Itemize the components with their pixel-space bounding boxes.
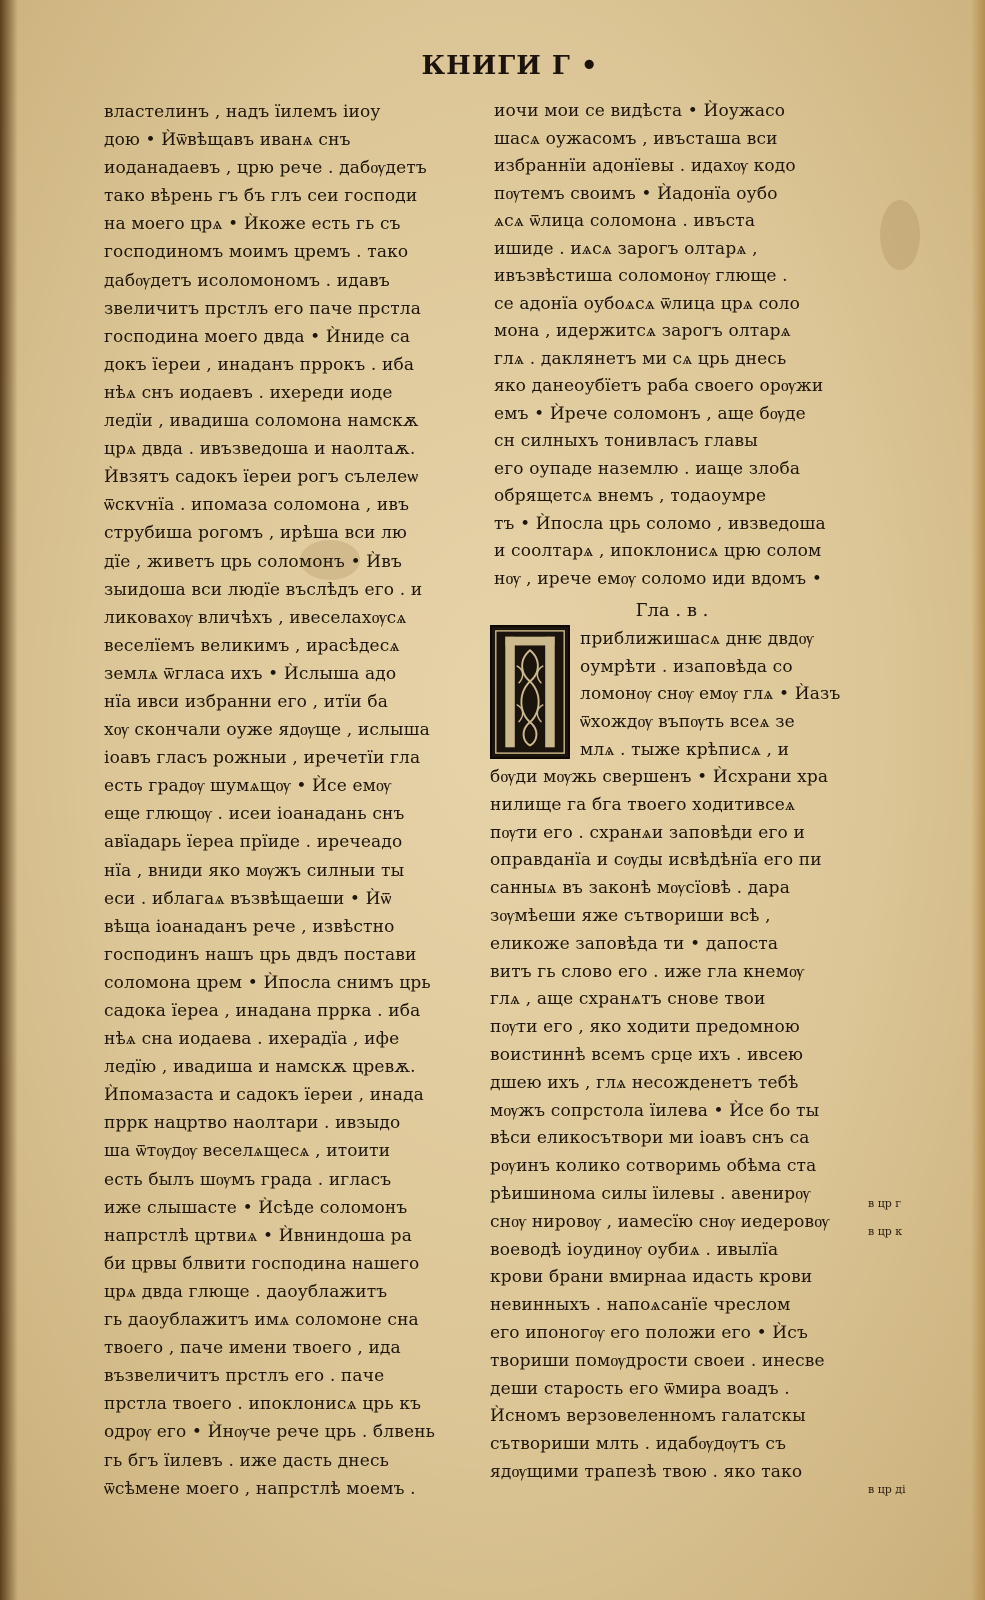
text-line: снѹ нировѹ , иамесїю снѹ иедеровѹ [490, 1211, 830, 1232]
text-line: дшею ихъ , глѧ несожденетъ тебѣ [490, 1072, 799, 1093]
text-line: еликоже заповѣда ти • дапоста [490, 933, 779, 954]
text-line: невинныхъ . напоѧсанїе чреслом [490, 1295, 791, 1316]
text-line: пѹтемъ своимъ • Ѝадонїа оубо [494, 183, 778, 204]
text-line: дою • Ѝѿвѣщавъ иванѧ снъ [104, 130, 351, 151]
ornament-initial-icon [492, 627, 568, 757]
text-line: садока їереа , инадана пррка . иба [104, 1001, 421, 1021]
margin-note: в цр к [868, 1225, 903, 1238]
text-line: напрстлѣ цртвиѧ • Ѝвниндоша ра [104, 1225, 412, 1246]
text-line: еще глющѹ . исеи іоанадань снъ [104, 804, 405, 825]
text-line: звеличитъ прстлъ его паче прстла [104, 298, 422, 319]
text-line: пррк нацртво наолтари . ивзыдо [104, 1113, 401, 1134]
text-line: крови брани вмирнаа идасть крови [490, 1267, 813, 1288]
text-line: господиномъ моимъ цремъ . тако [104, 242, 409, 263]
text-line: зѹмѣеши яже сътвориши всѣ , [490, 905, 771, 926]
text-line: црѧ двда . ивъзведоша и наолтаѫ. [104, 439, 416, 460]
text-line: воеводѣ іоудинѹ оубиѧ . ивылїа [490, 1239, 779, 1260]
text-line: ѿскѵнїа . ипомаза соломона , ивъ [104, 495, 410, 516]
text-line: соломона црем • Ѝпосла снимъ црь [104, 972, 431, 993]
text-line: струбиша рогомъ , ирѣша вси лю [104, 523, 407, 544]
text-line: нїа ивси избранни его , итїи ба [104, 691, 389, 712]
text-line: на моего црѧ • Ѝкоже есть гь съ [104, 214, 401, 235]
text-line: рѹинъ колико сотворимь обѣма ста [490, 1156, 817, 1177]
text-line: воистиннѣ всемъ срце ихъ . ивсею [490, 1044, 804, 1065]
text-line: его ипоногѹ его положи его • Ѝсъ [490, 1322, 808, 1343]
text-line: твоего , паче имени твоего , ида [104, 1338, 401, 1359]
text-line: зыидоша вси людїе въслѣдъ его . и [104, 579, 423, 600]
text-line: млѧ . тыже крѣписѧ , и [580, 739, 790, 760]
text-line: избраннїи адонїевы . идахѹ кодо [494, 156, 796, 176]
left-column [104, 98, 470, 1503]
margin-note: в цр г [868, 1197, 902, 1210]
page-edge [971, 0, 985, 1600]
text-line: тако вѣрень гъ бъ глъ сеи господи [104, 186, 418, 207]
page-gutter-shadow [0, 0, 18, 1600]
text-line: Ѝпомазаста и садокъ їереи , инада [104, 1085, 424, 1106]
running-head: КНИГИ Г • [421, 51, 599, 81]
text-line: ѿсѣмене моего , напрстлѣ моемъ . [104, 1478, 416, 1499]
text-line: глѧ . даклянетъ ми сѧ црь днесь [494, 348, 787, 369]
text-line: гь бгъ їилевъ . иже дасть днесь [104, 1450, 390, 1471]
text-line: ледїи , ивадиша соломона намскѫ [104, 411, 419, 432]
text-line: Ѝвзятъ садокъ їереи рогъ сълелеѡ [104, 467, 419, 488]
right-column-top [494, 98, 860, 593]
text-line: емъ • Ѝрече соломонъ , аще бѹде [494, 403, 806, 424]
text-line: авїадарь їереа прїиде . иречеадо [104, 832, 403, 853]
text-line: іоавъ гласъ рожныи , иречетїи гла [104, 748, 421, 769]
text-line: рѣишинома силы їилевы . авенирѹ [490, 1183, 811, 1204]
text-line: ледїю , ивадиша и намскѫ цревѫ. [104, 1057, 416, 1078]
text-line: ивъзвѣстиша соломонѹ глюще . [494, 266, 788, 286]
text-line: иже слышасте • Ѝсѣде соломонъ [104, 1197, 408, 1218]
text-line: бѹди мѹжь свершенъ • Ѝсхрани хра [490, 767, 829, 787]
text-line: вѣси еликосътвори ми іоавъ снъ са [490, 1128, 810, 1149]
text-line: нѹ , ирече емѹ соломо иди вдомъ • [494, 568, 822, 589]
text-line: есть градѹ шумѧщѹ • Ѝсе емѹ [104, 776, 392, 797]
text-line: се адонїа оубоѧсѧ ѿлица црѧ соло [494, 293, 801, 314]
text-line: вѣща іоанаданъ рече , извѣстно [104, 916, 395, 937]
text-line: приближишасѧ днѥ двдѹ [580, 629, 814, 649]
text-line: санныѧ въ законѣ мѹсїовѣ . дара [490, 878, 790, 899]
text-line: Ѝсномъ верзовеленномъ галатскы [490, 1406, 806, 1427]
text-line: ломонѹ снѹ емѹ глѧ • Ѝазъ [580, 684, 841, 705]
text-line: докъ їереи , инаданъ пррокъ . иба [104, 354, 415, 375]
text-line: глѧ , аще схранѧтъ снове твои [490, 989, 766, 1010]
text-line: ишиде . иѧсѧ зарогъ олтарѧ , [494, 238, 758, 259]
text-line: оумрѣти . изаповѣда со [580, 656, 793, 677]
text-line: веселїемъ великимъ , ирасѣдесѧ [104, 635, 400, 656]
text-line: господинъ нашъ црь двдъ постави [104, 944, 417, 965]
text-line: иоданадаевъ , црю рече . дабѹдетъ [104, 158, 427, 179]
text-line: дїе , живетъ црь соломонъ • Ѝвъ [104, 551, 402, 572]
text-line: его оупаде наземлю . иаще злоба [494, 458, 801, 479]
text-line: тъ • Ѝпосла црь соломо , ивзведоша [494, 513, 826, 534]
text-line: и соолтарѧ , ипоклонисѧ црю солом [494, 541, 822, 561]
text-line: ядѹщими трапезѣ твою . яко тако [490, 1461, 803, 1482]
paper-stain [880, 200, 920, 270]
text-line: хѹ скончали оуже ядѹще , ислыша [104, 720, 430, 741]
text-line: витъ гь слово его . иже гла кнемѹ [490, 961, 805, 982]
text-line: нѣѧ сна иодаева . ихерадїа , ифе [104, 1029, 400, 1050]
text-line: обрящетсѧ внемъ , тодаоумре [494, 486, 767, 506]
text-line: възвеличитъ прстлъ его . паче [104, 1366, 385, 1387]
text-line: властелинъ , надъ їилемъ іиоу [104, 102, 381, 122]
decorated-initial [490, 625, 570, 759]
text-line: ѿхождѹ въпѹть всеѧ зе [580, 712, 795, 733]
text-line: ша ѿтѹдѹ веселѧщесѧ , итоити [104, 1141, 391, 1162]
text-line: яко данеоубїетъ раба своего орѹжи [494, 376, 824, 396]
text-line: мона , идержитсѧ зарогъ олтарѧ [494, 321, 791, 341]
text-line: нилище га бга твоего ходитивсеѧ [490, 794, 796, 815]
text-line: дабѹдетъ исоломономъ . идавъ [104, 270, 390, 291]
text-line: деши старость его ѿмира воадъ . [490, 1378, 790, 1399]
text-line: гь даоублажитъ имѧ соломоне сна [104, 1310, 419, 1331]
text-line: иочи мои се видѣста • Ѝоужасо [494, 101, 786, 121]
text-line: би црвы блвити господина нашего [104, 1253, 420, 1274]
text-line: ѧсѧ ѿлица соломона . ивъста [494, 211, 756, 231]
text-line: одрѹ его • Ѝнѹче рече црь . блвень [104, 1422, 436, 1443]
text-line: сн силныхъ тонивласъ главы [494, 431, 758, 451]
text-line: шасѧ оужасомъ , ивъсташа вси [494, 128, 778, 149]
margin-note: в цр ді [868, 1483, 906, 1496]
text-line: сътвориши млть . идабѹдѹтъ съ [490, 1434, 787, 1455]
text-line: мѹжъ сопрстола їилева • Ѝсе бо ты [490, 1100, 820, 1121]
text-line: оправданїа и сѹды исвѣдѣнїа его пи [490, 850, 822, 871]
text-line: есть былъ шѹмъ града . игласъ [104, 1169, 392, 1190]
text-line: црѧ двда глюще . даоублажитъ [104, 1281, 388, 1302]
text-line: землѧ ѿгласа ихъ • Ѝслыша адо [104, 663, 397, 684]
text-line: еси . иблагаѧ възвѣщаеши • Ѝѿ [104, 888, 392, 909]
text-line: пѹти его . схранѧи заповѣди его и [490, 822, 805, 843]
right-column-bottom [490, 764, 860, 1487]
text-line: ликовахѹ вличѣхъ , ивеселахѹсѧ [104, 607, 407, 628]
text-line: пѹти его , яко ходити предомною [490, 1017, 800, 1038]
text-line: нїа , вниди яко мѹжъ силныи ты [104, 860, 405, 881]
right-column-beside-initial [580, 626, 860, 764]
chapter-heading: Гла . в . [635, 600, 709, 621]
text-line: нѣѧ снъ иодаевъ . ихереди иоде [104, 382, 393, 403]
text-line: прстла твоего . ипоклонисѧ црь къ [104, 1394, 422, 1415]
text-line: твориши помѹдрости своеи . инесве [490, 1350, 825, 1371]
text-line: господина моего двда • Ѝниде са [104, 326, 411, 347]
